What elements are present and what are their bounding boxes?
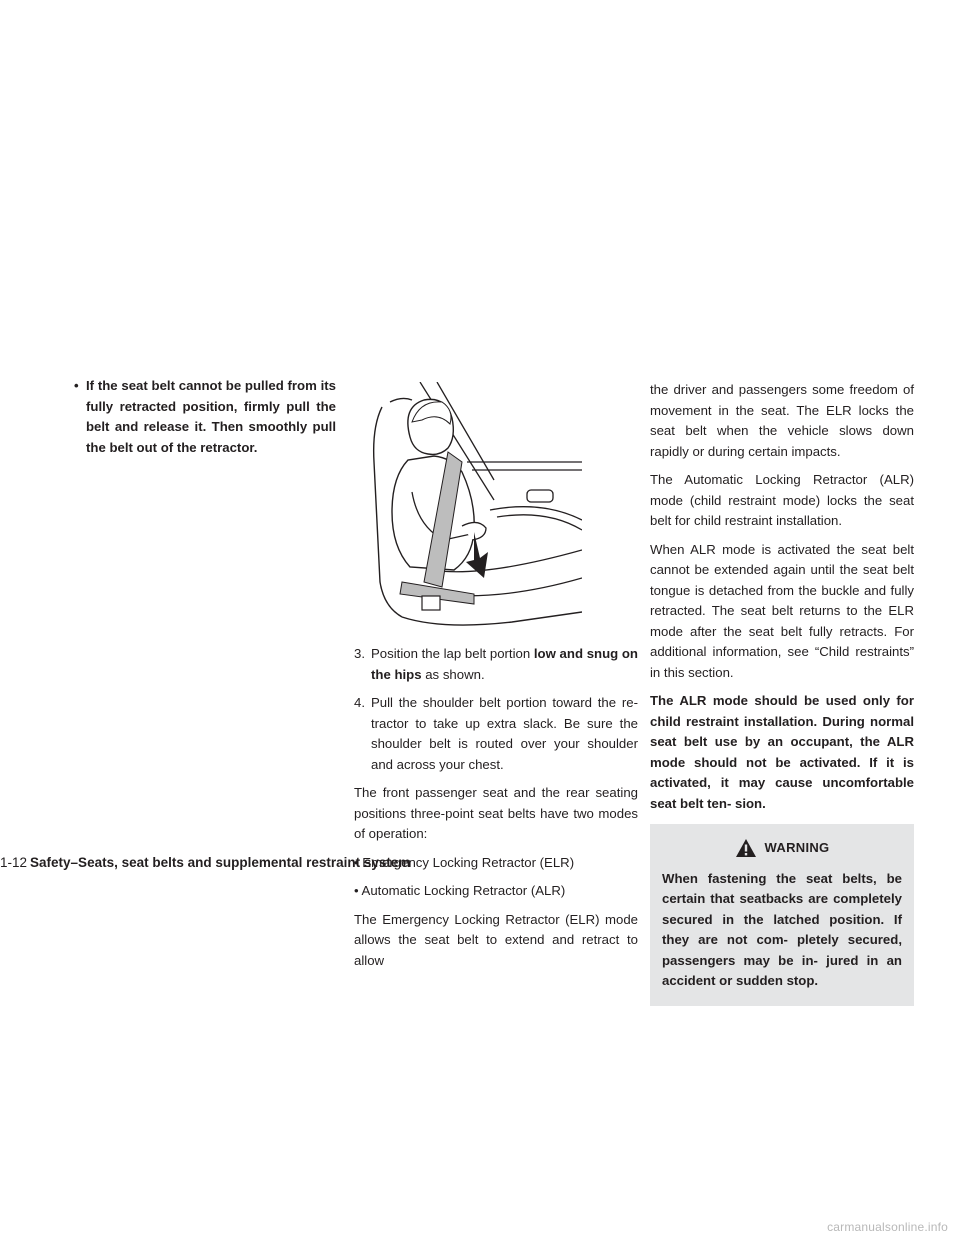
step-text-part: Position the lap belt portion <box>371 646 534 661</box>
step-number: 4. <box>354 695 365 710</box>
step-number: 3. <box>354 646 365 661</box>
warning-triangle-icon <box>735 838 757 858</box>
warning-box <box>650 824 914 1006</box>
paragraph: The front passenger seat and the rear seating positions three-point seat belts have two modes of operation: <box>354 785 638 841</box>
warning-text: When fastening the seat belts, be certain that seatbacks are completely secured in the latched position. If they are not com- pletely secured, passengers may be in- jured in an accident or sudden stop. <box>662 870 902 988</box>
page-footer <box>0 853 700 874</box>
warning-title: WARNING <box>764 840 830 855</box>
paragraph: When ALR mode is activated the seat belt cannot be extended again until the seat belt tongue is detached from the buckle and fully retracted. The seat belt returns to the ELR mode after the seat belt fully retracts. For additional information, see “Child restraints” in this section. <box>650 541 914 680</box>
step-text <box>371 644 638 685</box>
bullet-item <box>74 376 336 458</box>
bullet-mark: • <box>74 378 79 393</box>
step-4 <box>354 693 638 775</box>
seat-belt-illustration <box>362 382 582 632</box>
step-3 <box>354 644 638 685</box>
paragraph: The Emergency Locking Retractor (ELR) mode allows the seat belt to extend and retract to allow <box>354 911 638 968</box>
emphasis-paragraph: The ALR mode should be used only for child restraint installation. During normal seat belt use by an occupant, the ALR mode should not be activated. If it is activated, it may cause uncomfortable seat belt ten- sion. <box>650 693 914 811</box>
section-title: Safety–Seats, seat belts and supplemental restraint system <box>30 855 411 870</box>
middle-column <box>354 380 638 979</box>
mode-item: • Emergency Locking Retractor (ELR) <box>354 854 575 870</box>
right-column <box>650 380 914 1006</box>
watermark-text: carmanualsonline.info <box>827 1220 948 1234</box>
page-number: 1-12 <box>0 855 28 870</box>
step-text-part: as shown. <box>421 666 485 682</box>
step-text-emphasis: low and snug on the hips <box>371 646 638 682</box>
paragraph: The Automatic Locking Retractor (ALR) mode (child restraint mode) locks the seat belt for child restraint installation. <box>650 472 914 528</box>
left-column <box>74 376 336 458</box>
mode-item: • Automatic Locking Retractor (ALR) <box>354 883 566 898</box>
paragraph: the driver and passengers some freedom of movement in the seat. The ELR locks the seat belt when the vehicle slows down rapidly or during certain impacts. <box>650 382 914 459</box>
step-text: Pull the shoulder belt portion toward the re- tractor to take up extra slack. Be sure the shoulder belt is routed over your shoulder and across your chest. <box>371 695 638 772</box>
bullet-text: If the seat belt cannot be pulled from its fully retracted position, firmly pull the belt and release it. Then smoothly pull the belt out of the retractor. <box>86 378 336 455</box>
